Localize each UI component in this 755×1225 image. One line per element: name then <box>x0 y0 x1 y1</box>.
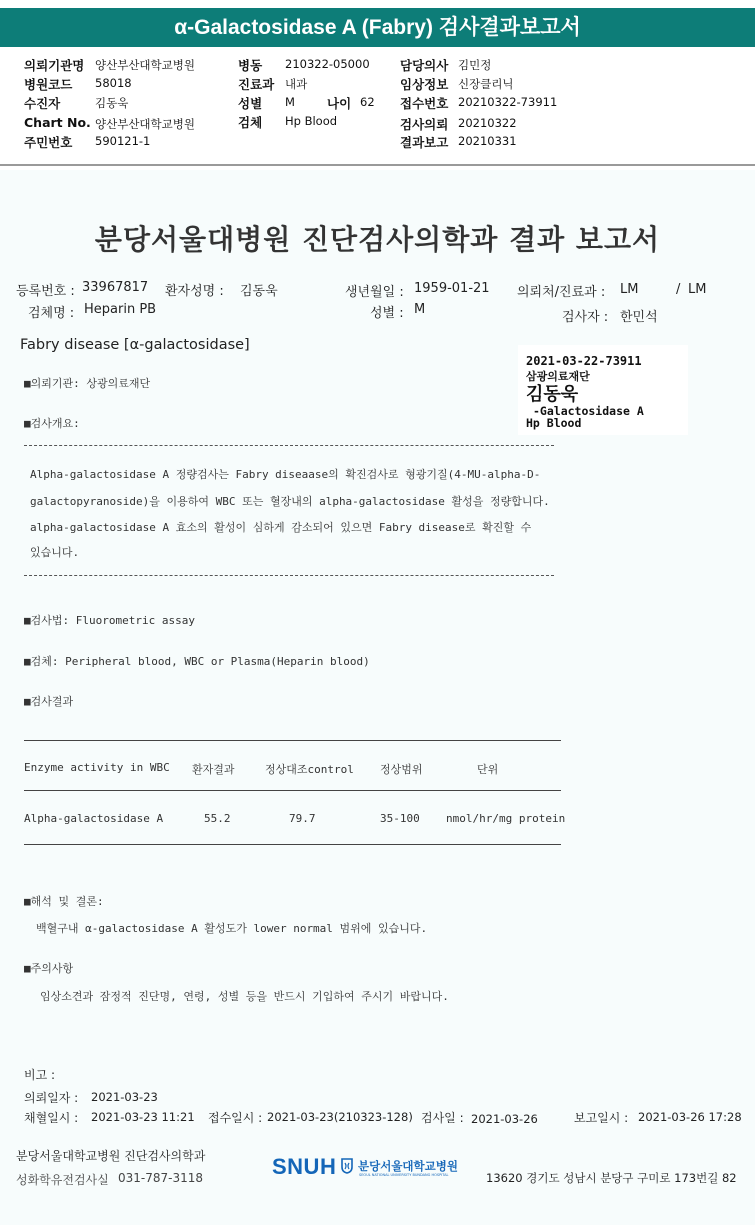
snuh-logo-subtitle: SEOUL NATIONAL UNIVERSITY BUNDANG HOSPITAL <box>359 1173 449 1177</box>
tester-value: 한민석 <box>620 310 658 325</box>
info-value-sex: M <box>285 95 295 109</box>
info-label-receipt-no: 접수번호 <box>400 96 449 111</box>
collection-label: 채혈일시 : <box>24 1111 79 1125</box>
table-cell-normal-range: 35-100 <box>380 812 420 825</box>
table-header-enzyme: Enzyme activity in WBC <box>24 761 170 774</box>
table-cell-patient-result: 55.2 <box>204 812 231 825</box>
remark-label: 비고 : <box>24 1068 56 1082</box>
info-value-specimen: Hp Blood <box>285 114 338 128</box>
info-label-test-request: 검사의뢰 <box>400 117 449 132</box>
specimen-name-label: 검체명 : <box>28 306 75 321</box>
lab-report-page <box>0 170 755 1225</box>
snuh-emblem-icon <box>340 1158 354 1174</box>
tester-label: 검사자 : <box>562 310 609 325</box>
table-cell-normal-control: 79.7 <box>289 812 316 825</box>
specimen-name-value: Heparin PB <box>84 302 157 317</box>
info-value-clinical-info: 신장클리닉 <box>458 77 514 91</box>
info-value-patient: 김동욱 <box>95 96 129 110</box>
receipt-date-label: 접수일시 : <box>208 1111 263 1125</box>
report-date-value: 2021-03-26 17:28 <box>638 1110 742 1124</box>
overview-line-3: alpha-galactosidase A 효소의 활성이 심하게 감소되어 있으면 Fabry disease로 확진할 수 <box>30 521 532 534</box>
stamp-patient-name: 김동욱 <box>526 384 579 405</box>
table-rule <box>24 844 561 845</box>
stamp-institution: 삼광의료재단 <box>526 370 590 383</box>
info-value-resident-no: 590121-1 <box>95 134 151 148</box>
test-date-label: 검사일 : <box>421 1111 464 1125</box>
info-label-patient: 수진자 <box>24 96 61 111</box>
requesting-institution: ■의뢰기관: 상광의료재단 <box>24 377 151 390</box>
patient-name-value: 김동욱 <box>240 284 278 299</box>
report-title: 분당서울대병원 진단검사의학과 결과 보고서 <box>94 223 661 256</box>
table-header-unit: 단위 <box>477 763 499 776</box>
test-title: Fabry disease [α-galactosidase] <box>20 337 250 353</box>
info-value-ward: 210322-05000 <box>285 57 370 71</box>
info-value-receipt-no: 20210322-73911 <box>458 95 558 109</box>
info-value-institution: 양산부산대학교병원 <box>95 58 195 72</box>
info-label-chart-no: Chart No. <box>24 115 91 130</box>
dept-value-2: LM <box>688 282 707 297</box>
test-date-value: 2021-03-26 <box>471 1112 538 1126</box>
caution-text: 임상소견과 잠정적 진단명, 연령, 성별 등을 반드시 기입하여 주시기 바랍니다. <box>40 990 449 1003</box>
interpretation-heading: ■해석 및 결론: <box>24 895 104 908</box>
dob-value: 1959-01-21 <box>414 281 490 296</box>
footer-department: 분당서울대학교병원 진단검사의학과 <box>16 1149 206 1163</box>
info-label-sex: 성별 <box>238 96 263 111</box>
dept-separator: / <box>676 282 681 297</box>
info-label-age: 나이 <box>327 96 352 111</box>
overview-heading: ■검사개요: <box>24 417 80 430</box>
info-label-resident-no: 주민번호 <box>24 135 73 150</box>
stamp-receipt-no: 2021-03-22-73911 <box>526 354 642 368</box>
results-heading: ■검사결과 <box>24 695 74 708</box>
table-cell-enzyme: Alpha-galactosidase A <box>24 812 164 825</box>
patient-name-label: 환자성명 : <box>165 284 224 299</box>
dashed-divider <box>24 445 554 446</box>
table-header-patient-result: 환자결과 <box>192 763 235 776</box>
report-date-label: 보고일시 : <box>574 1111 629 1125</box>
footer-phone: 031-787-3118 <box>118 1171 204 1185</box>
request-date-value: 2021-03-23 <box>91 1090 158 1104</box>
info-value-test-request: 20210322 <box>458 116 517 130</box>
info-label-doctor: 담당의사 <box>400 58 449 73</box>
snuh-logo-name: 분당서울대학교병원 <box>358 1159 458 1173</box>
info-label-clinical-info: 임상정보 <box>400 77 449 92</box>
dept-label: 의뢰처/진료과 : <box>517 285 606 300</box>
info-value-chart-no: 양산부산대학교병원 <box>95 117 195 131</box>
test-method: ■검사법: Fluorometric assay <box>24 614 195 627</box>
reg-no-value: 33967817 <box>82 280 149 295</box>
collection-value: 2021-03-23 11:21 <box>91 1110 195 1124</box>
table-header-normal-control: 정상대조control <box>265 763 354 776</box>
dob-label: 생년월일 : <box>345 285 404 300</box>
table-rule <box>24 790 561 791</box>
stamp-specimen: Hp Blood <box>526 416 582 430</box>
info-label-hospital-code: 병원코드 <box>24 77 73 92</box>
request-date-label: 의뢰일자 : <box>24 1091 79 1105</box>
specimen-line: ■검체: Peripheral blood, WBC or Plasma(Heparin blood) <box>24 655 370 668</box>
info-value-result-report: 20210331 <box>458 134 517 148</box>
stamp-test-name: -Galactosidase A <box>533 404 644 418</box>
overview-line-4: 있습니다. <box>30 546 80 559</box>
reg-no-label: 등록번호 : <box>16 284 75 299</box>
table-header-normal-range: 정상범위 <box>380 763 423 776</box>
footer-address: 13620 경기도 성남시 분당구 구미로 173번길 82 <box>486 1171 737 1185</box>
info-value-age: 62 <box>360 95 375 109</box>
caution-heading: ■주의사항 <box>24 962 74 975</box>
report-sex-label: 성별 : <box>370 306 404 321</box>
table-rule <box>24 740 561 741</box>
table-cell-unit: nmol/hr/mg protein <box>446 812 566 825</box>
snuh-logo-text: SNUH <box>272 1154 337 1179</box>
info-label-department: 진료과 <box>238 77 275 92</box>
overview-line-1: Alpha-galactosidase A 정량검사는 Fabry diseaase의 확진검사로 형광기질(4-MU-alpha-D- <box>30 468 541 481</box>
report-sex-value: M <box>414 302 426 317</box>
info-divider <box>0 164 755 166</box>
info-label-specimen: 검체 <box>238 115 263 130</box>
info-value-hospital-code: 58018 <box>95 76 132 90</box>
info-value-doctor: 김민정 <box>458 58 492 72</box>
info-value-department: 내과 <box>285 77 308 91</box>
interpretation-text: 백혈구내 α-galactosidase A 활성도가 lower normal 범위에 있습니다. <box>36 922 428 935</box>
overview-line-2: galactopyranoside)을 이용하여 WBC 또는 혈장내의 alpha-galactosidase 활성을 정량합니다. <box>30 495 550 508</box>
report-header-title: α-Galactosidase A (Fabry) 검사결과보고서 <box>0 8 755 47</box>
dept-value-1: LM <box>620 282 639 297</box>
info-label-result-report: 결과보고 <box>400 135 449 150</box>
info-label-ward: 병동 <box>238 58 263 73</box>
dashed-divider <box>24 575 554 576</box>
footer-lab-name: 성화학유전검사실 <box>16 1173 109 1187</box>
receipt-date-value: 2021-03-23(210323-128) <box>267 1110 413 1124</box>
info-label-institution: 의뢰기관명 <box>24 58 85 73</box>
